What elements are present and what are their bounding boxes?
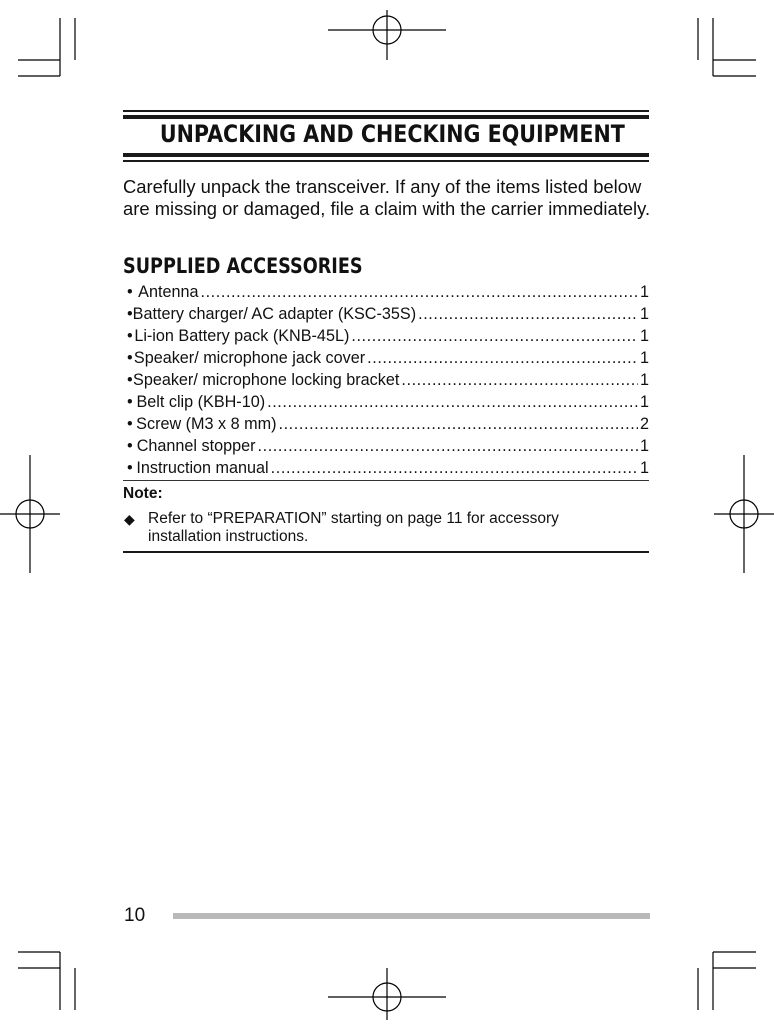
diamond-icon: ◆ [124, 511, 135, 527]
bullet-icon: • [127, 283, 133, 301]
item-label: Battery charger/ AC adapter (KSC-35S) [132, 305, 417, 323]
section-title: UNPACKING AND CHECKING EQUIPMENT [159, 120, 625, 148]
bullet-icon: • [127, 371, 133, 389]
item-label: Li-ion Battery pack (KNB-45L) [134, 327, 350, 345]
item-quantity: 1 [639, 371, 649, 389]
note-label: Note: [123, 485, 163, 502]
title-rule-bottom-thin [123, 160, 649, 162]
list-item [123, 369, 649, 391]
item-label: Instruction manual [136, 459, 269, 477]
item-label: Antenna [138, 283, 199, 301]
dot-leader [351, 325, 638, 347]
dot-leader [258, 435, 638, 457]
item-quantity: 1 [639, 327, 649, 345]
bullet-icon: • [127, 459, 133, 477]
item-label: Speaker/ microphone jack cover [133, 349, 366, 367]
list-item [123, 281, 649, 303]
title-rule-bottom-thick [123, 153, 649, 157]
item-label: Screw (M3 x 8 mm) [136, 415, 277, 433]
item-quantity: 2 [639, 415, 649, 433]
item-quantity: 1 [639, 349, 649, 367]
list-item [123, 325, 649, 347]
list-item [123, 347, 649, 369]
bullet-icon: • [127, 437, 133, 455]
bullet-icon: • [127, 393, 133, 411]
item-quantity: 1 [639, 459, 649, 477]
item-quantity: 1 [639, 437, 649, 455]
dot-leader [367, 347, 638, 369]
dot-leader [278, 413, 638, 435]
list-item [123, 391, 649, 413]
intro-paragraph: Carefully unpack the transceiver. If any of the items listed below are missing or damaged, file a claim with the carrier immediately. [123, 176, 651, 219]
item-label: Belt clip (KBH-10) [136, 393, 266, 411]
dot-leader [271, 457, 638, 479]
bullet-icon: • [127, 327, 133, 345]
list-item [123, 457, 649, 479]
dot-leader [267, 391, 638, 413]
note-top-divider [123, 480, 649, 481]
item-label: Channel stopper [136, 437, 256, 455]
bullet-icon: • [127, 415, 133, 433]
supplied-accessories-heading: SUPPLIED ACCESSORIES [123, 254, 363, 278]
bullet-icon: • [127, 349, 133, 367]
note-bottom-divider [123, 551, 649, 553]
dot-leader [401, 369, 638, 391]
list-item [123, 303, 649, 325]
item-quantity: 1 [639, 283, 649, 301]
note-text: Refer to “PREPARATION” starting on page 11 for accessory installation instructions. [148, 510, 559, 545]
item-quantity: 1 [639, 393, 649, 411]
title-rule-top-thin [123, 110, 649, 112]
dot-leader [200, 281, 638, 303]
dot-leader [418, 303, 638, 325]
item-label: Speaker/ microphone locking bracket [133, 371, 400, 389]
title-rule-top-thick [123, 115, 649, 119]
item-quantity: 1 [639, 305, 649, 323]
bullet-icon: • [127, 305, 133, 323]
accessories-list [123, 281, 649, 479]
footer-bar [173, 913, 650, 919]
list-item [123, 413, 649, 435]
list-item [123, 435, 649, 457]
page-number: 10 [124, 905, 146, 926]
